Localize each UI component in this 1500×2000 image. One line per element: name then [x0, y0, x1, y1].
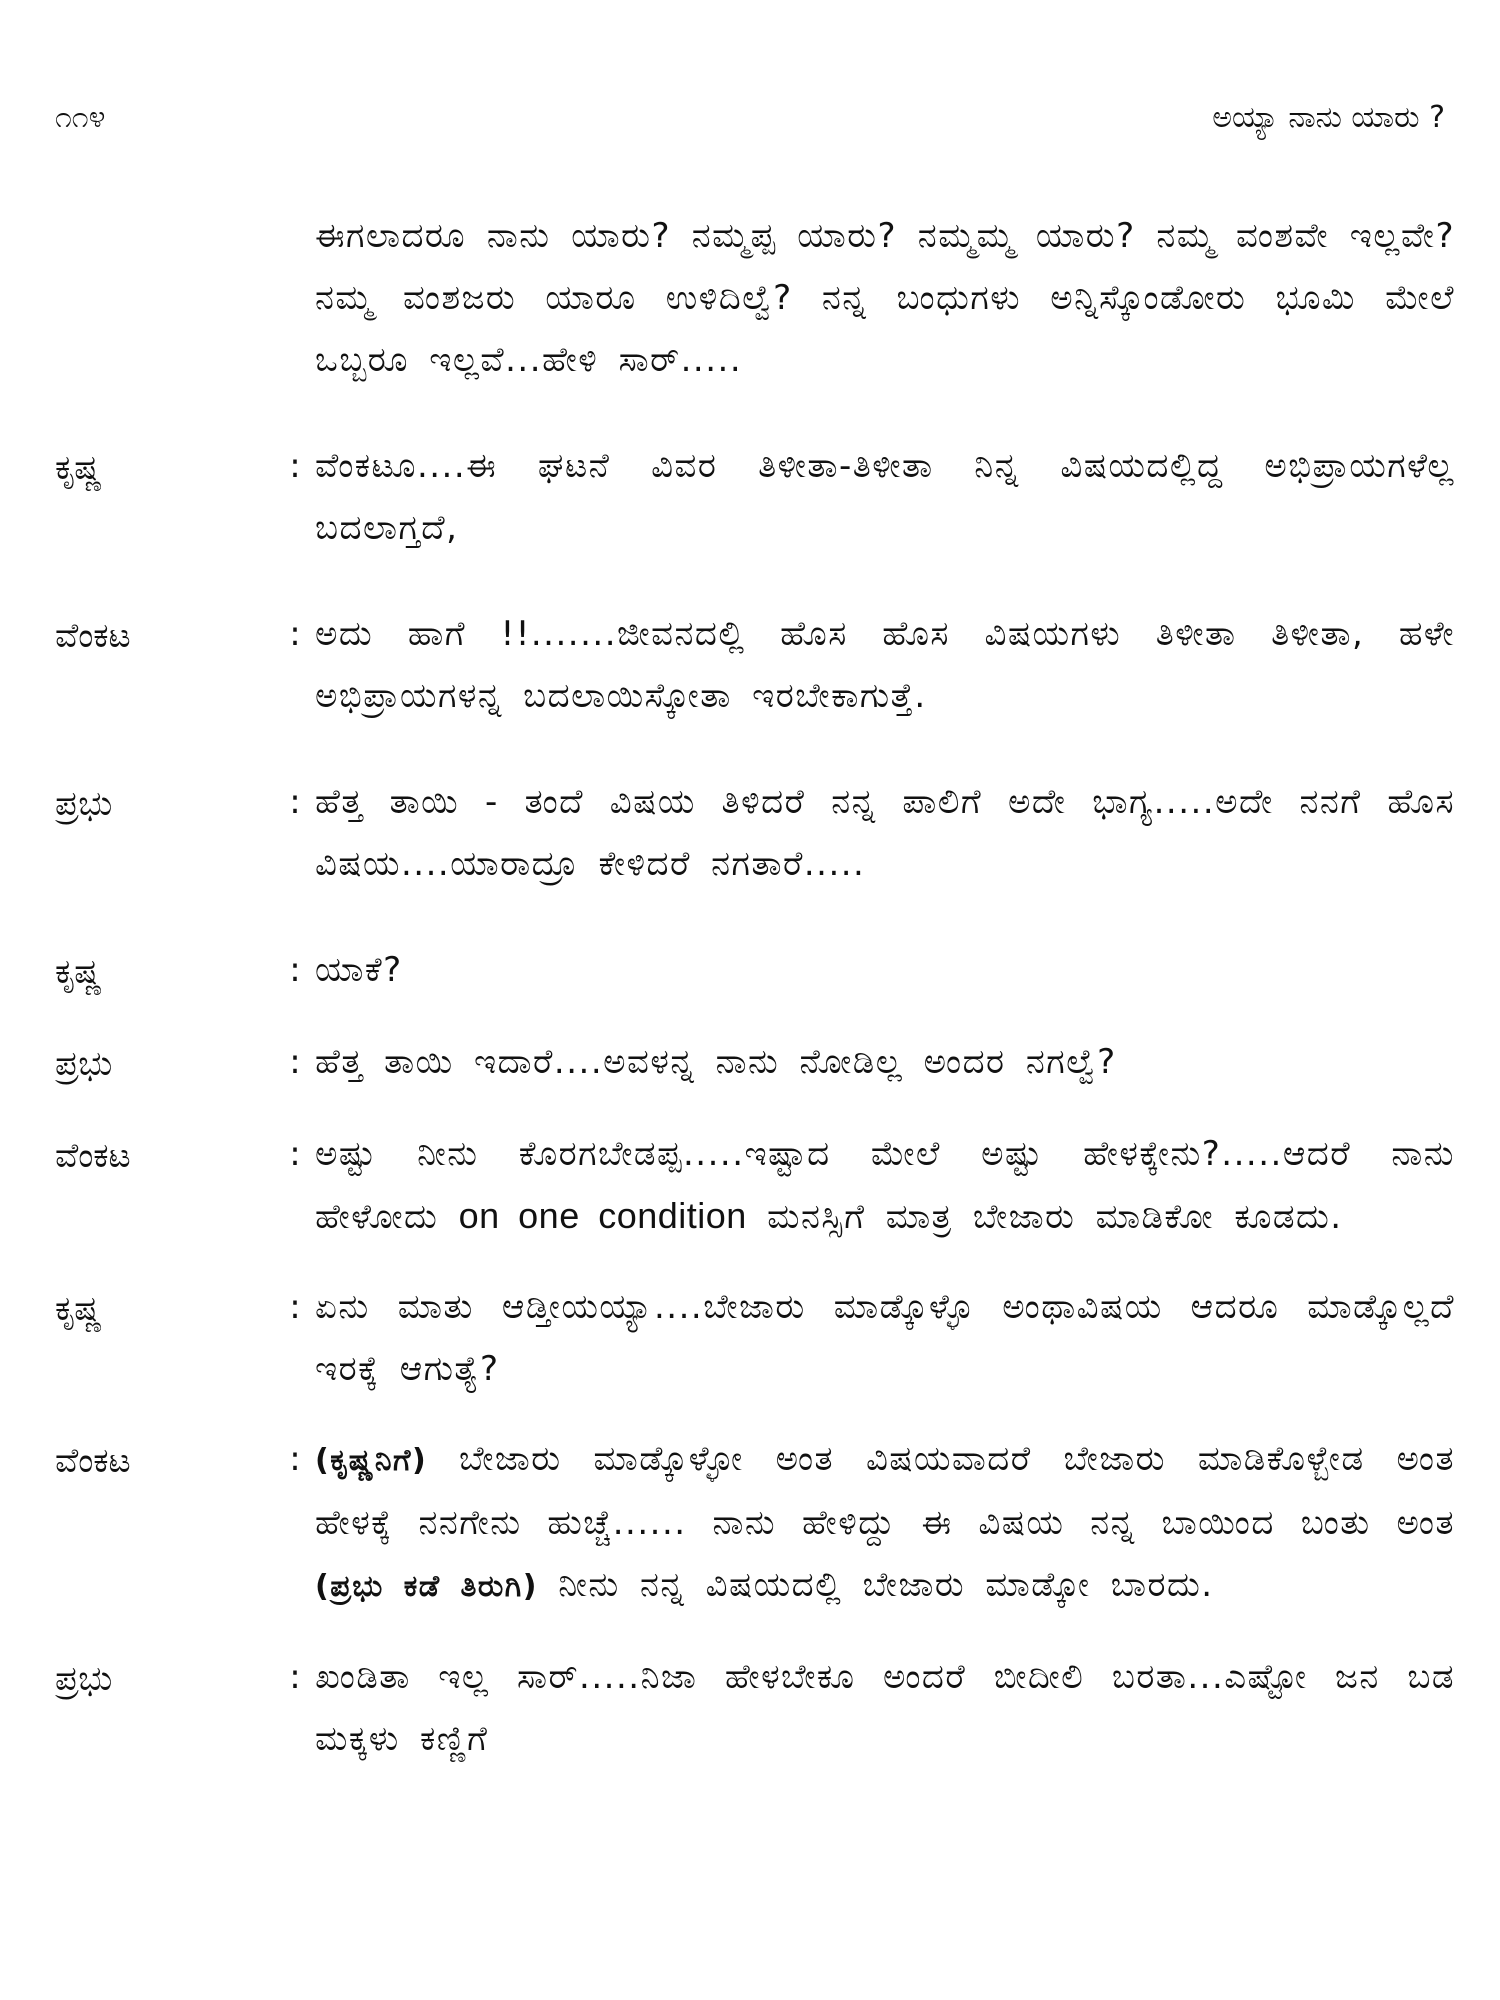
- speech-text: ಹೆತ್ತ ತಾಯಿ - ತಂದೆ ವಿಷಯ ತಿಳಿದರೆ ನನ್ನ ಪಾಲಿಗೆ ಅದೇ ಭಾಗ್ಯ.....ಅದೇ ನನಗೆ ಹೊಸ ವಿಷಯ....ಯಾರಾದ್ರೂ ಕೇಳಿದರೆ ನಗತಾರೆ.....: [315, 782, 1455, 884]
- continuation-paragraph: [55, 205, 1465, 391]
- speech-text: ಯಾಕೆ?: [315, 950, 403, 990]
- speaker-colon: :: [289, 1439, 301, 1479]
- speech-segment: ನೀನು ನನ್ನ ವಿಷಯದಲ್ಲಿ ಬೇಜಾರು ಮಾಡ್ಕೋ ಬಾರದು.: [537, 1565, 1214, 1605]
- dialogue-entry: [55, 1646, 1465, 1770]
- speaker-colon: :: [289, 1042, 301, 1082]
- speech-text: ಏನು ಮಾತು ಆಡ್ತೀಯಯ್ಯಾ....ಬೇಜಾರು ಮಾಡ್ಕೊಳ್ಳೊ ಅಂಥಾವಿಷಯ ಆದರೂ ಮಾಡ್ಕೊಲ್ಲದೆ ಇರಕ್ಕೆ ಆಗುತ್ಯೆ?: [315, 1287, 1455, 1389]
- dialogue-entry: [55, 771, 1465, 895]
- speaker-name: ಕೃಷ್ಣ: [55, 952, 103, 992]
- speaker-colon: :: [289, 446, 301, 486]
- dialogue-entry: [55, 939, 1465, 1003]
- speaker-colon: :: [289, 782, 301, 822]
- stage-direction: (ಕೃಷ್ಣನಿಗೆ): [315, 1443, 428, 1478]
- speaker-name: ವೆಂಕಟ: [55, 1441, 131, 1481]
- speaker-name: ಪ್ರಭು: [55, 784, 113, 824]
- speaker-name: ಪ್ರಭು: [55, 1659, 113, 1699]
- speech-segment: ಬೇಜಾರು ಮಾಡ್ಕೊಳ್ಳೋ ಅಂತ ವಿಷಯವಾದರೆ ಬೇಜಾರು ಮಾಡಿಕೊಳ್ಬೇಡ ಅಂತ ಹೇಳಕ್ಕೆ ನನಗೇನು ಹುಚ್ಚೆ...... ನಾನು ಹೇಳಿದ್ದು ಈ ವಿಷಯ ನನ್ನ ಬಾಯಿಂದ ಬಂತು ಅಂತ: [315, 1439, 1455, 1543]
- page-header: [55, 100, 1445, 150]
- speech-text: [315, 1428, 1465, 1618]
- speaker-name: ಪ್ರಭು: [55, 1044, 113, 1084]
- dialogue-entry: [55, 1276, 1465, 1400]
- speaker-colon: :: [289, 1134, 301, 1174]
- continuation-text: ಈಗಲಾದರೂ ನಾನು ಯಾರು? ನಮ್ಮಪ್ಪ ಯಾರು? ನಮ್ಮಮ್ಮ ಯಾರು? ನಮ್ಮ ವಂಶವೇ ಇಲ್ಲವೇ? ನಮ್ಮ ವಂಶಜರು ಯಾರೂ ಉಳಿದಿಲ್ವೆ? ನನ್ನ ಬಂಧುಗಳು ಅನ್ನಿಸ್ಕೊಂಡೋರು ಭೂಮಿ ಮೇಲೆ ಒಬ್ಬರೂ ಇಲ್ಲವೆ...ಹೇಳಿ ಸಾರ್.....: [315, 216, 1455, 380]
- running-title: ಅಯ್ಯಾ ನಾನು ಯಾರು ?: [1212, 100, 1445, 135]
- speech-text: ಖಂಡಿತಾ ಇಲ್ಲ ಸಾರ್.....ನಿಜಾ ಹೇಳಬೇಕೂ ಅಂದರೆ ಬೀದೀಲಿ ಬರತಾ...ಎಷ್ಟೋ ಜನ ಬಡ ಮಕ್ಕಳು ಕಣ್ಣಿಗೆ: [315, 1657, 1455, 1759]
- speaker-colon: :: [289, 950, 301, 990]
- dialogue-entry: [55, 603, 1465, 727]
- speech-segment: ಮನಸ್ಸಿಗೆ ಮಾತ್ರ ಬೇಜಾರು ಮಾಡಿಕೋ ಕೂಡದು.: [746, 1197, 1343, 1237]
- speech-text: ವೆಂಕಟೂ....ಈ ಘಟನೆ ವಿವರ ತಿಳೀತಾ-ತಿಳೀತಾ ನಿನ್ನ ವಿಷಯದಲ್ಲಿದ್ದ ಅಭಿಪ್ರಾಯಗಳೆಲ್ಲ ಬದಲಾಗ್ತದೆ,: [315, 446, 1455, 548]
- english-phrase: on one condition: [458, 1195, 747, 1236]
- dialogue-body: [55, 205, 1465, 1798]
- speaker-colon: :: [289, 1287, 301, 1327]
- speaker-colon: :: [289, 1657, 301, 1697]
- speaker-name: ವೆಂಕಟ: [55, 616, 131, 656]
- dialogue-entry: [55, 1428, 1465, 1618]
- speaker-name: ಕೃಷ್ಣ: [55, 1289, 103, 1329]
- speech-segment: ಅಷ್ಟು ನೀನು ಕೊರಗಬೇಡಪ್ಪ.....ಇಷ್ಟಾದ ಮೇಲೆ ಅಷ್ಟು ಹೇಳಕ್ಕೇನು?.....ಆದರೆ ನಾನು ಹೇಳೋದು: [315, 1134, 1455, 1237]
- speaker-name: ಕೃಷ್ಣ: [55, 448, 103, 488]
- speaker-colon: :: [289, 614, 301, 654]
- speaker-name: ವೆಂಕಟ: [55, 1136, 131, 1176]
- dialogue-entry: [55, 435, 1465, 559]
- stage-direction: (ಪ್ರಭು ಕಡೆ ತಿರುಗಿ): [315, 1569, 538, 1604]
- speech-text: ಹೆತ್ತ ತಾಯಿ ಇದಾರೆ....ಅವಳನ್ನ ನಾನು ನೋಡಿಲ್ಲ ಅಂದರ ನಗಲ್ವೆ?: [315, 1042, 1117, 1082]
- page-number: ೧೧೪: [55, 100, 106, 135]
- dialogue-entry: [55, 1031, 1465, 1095]
- speech-text: [315, 1123, 1465, 1248]
- dialogue-entry: [55, 1123, 1465, 1248]
- speech-text: ಅದು ಹಾಗೆ !!.......ಜೀವನದಲ್ಲಿ ಹೊಸ ಹೊಸ ವಿಷಯಗಳು ತಿಳೀತಾ ತಿಳೀತಾ, ಹಳೇ ಅಭಿಪ್ರಾಯಗಳನ್ನ ಬದಲಾಯಿಸ್ಕೋತಾ ಇರಬೇಕಾಗುತ್ತೆ.: [315, 614, 1455, 716]
